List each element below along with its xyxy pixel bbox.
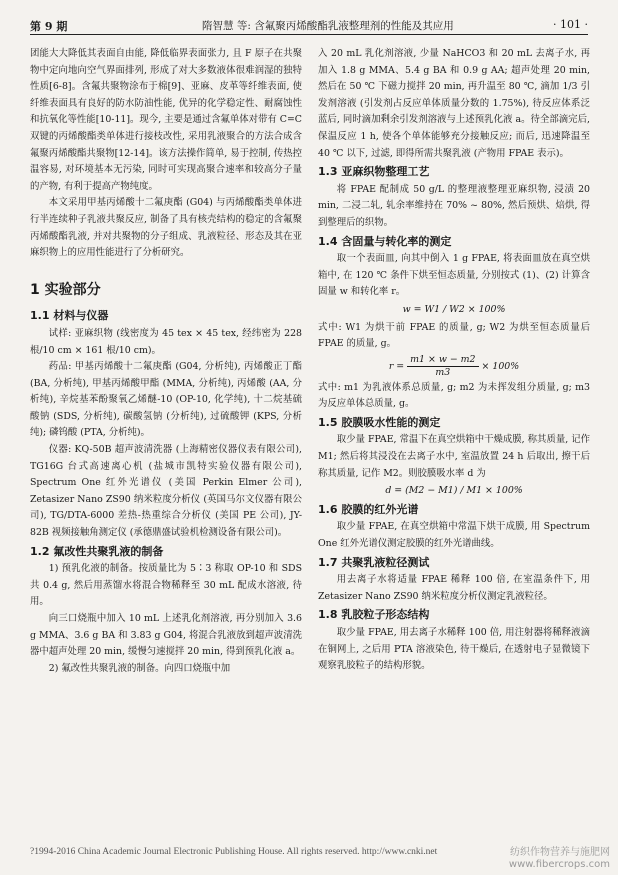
subsection-heading-finishing: 1.3 亚麻织物整理工艺: [318, 165, 430, 179]
morphology-paragraph: 取少量 FPAE, 用去离子水稀释 100 倍, 用注射器将稀释液滴在铜网上, 之后用 PTA 溶液染色, 待干燥后, 在透射电子显微镜下观察乳胶粒子的结构形貌。: [318, 627, 590, 672]
particle-size-paragraph: 用去离子水将适量 FPAE 稀释 100 倍, 在室温条件下, 用 Zetasizer Nano ZS90 纳米粒度分析仪测定乳液粒径。: [318, 574, 590, 602]
pre-emulsion-paragraph: 1) 预乳化液的制备。按质量比为 5∶3 称取 OP-10 和 SDS 共 0.4 g, 然后用蒸馏水将混合物稀释至 30 mL 配成水溶液, 待用。: [30, 563, 302, 608]
equation-2-legend: 式中: m1 为乳液体系总质量, g; m2 为未挥发组分质量, g; m3 为反应单体总质量, g。: [318, 381, 590, 410]
equation-2-lhs: r =: [388, 360, 405, 372]
finishing-paragraph: 将 FPAE 配制成 50 g/L 的整理液整理亚麻织物, 浸渍 20 min, 二浸二轧, 轧余率维持在 70% ~ 80%, 然后预烘、焙烘, 得到整理后的织物。: [318, 183, 590, 228]
equation-1: w = W1 / W2 × 100%: [402, 303, 506, 315]
site-watermark: 纺织作物营养与施肥网 www.fibercrops.com: [508, 847, 610, 870]
instruments-paragraph: 仪器: KQ-50B 超声波清洗器 (上海精密仪器仪表有限公司), TG16G 台式高速离心机 (盐城市凯特实验仪器有限公司), Spectrum One 红外光谱仪 (美国 Perkin Elmer 公司), Zetasizer Nano ZS90 纳米粒度分析仪 (英国马尔文仪器有限公司), TG/DTA-6000 差热-热重综合分析仪 (美国 PE 公司), JY-82B 视频接触角测定仪 (承德鼎盛试验机检测设备有限公司)。: [30, 444, 302, 539]
intro-paragraph: 团能大大降低其表面自由能, 降低临界表面张力, 且 F 原子在共聚物中定向地向空气界面排列, 形成了对大多数液体很难润湿的独特性质[6-8]。含氟共聚物涂布于棉[9]、亚麻、皮革等纤维表面, 使纤维表面具有良好的防水防油性能, 优异的化学稳定性、耐腐蚀性和抗氧化等性能[10-11]。现今, 主要是通过含氟单体对带有 C=C 双键的丙烯酸酯类单体进行接枝改性, 采用乳液聚合的方法合成含氟聚丙烯酸酯共聚物[12-14]。该方法操作简单, 易于控制, 传热控温容易, 对环境基本无污染, 同时可实现高聚合速率和较高分子量的产物, 有利于提高产物纯度。: [30, 48, 302, 192]
issue-number: 第 9 期: [30, 20, 68, 33]
chemicals-paragraph: 药品: 甲基丙烯酸十二氟庚酯 (G04, 分析纯), 丙烯酸正丁酯 (BA, 分析纯), 甲基丙烯酸甲酯 (MMA, 分析纯), 丙烯酸 (AA, 分析纯), 辛烷基苯酚聚氧乙烯醚-10 (OP-10, 化学纯), 十二烷基硫酸钠 (SDS, 分析纯), 碳酸氢钠 (分析纯), 过硫酸钾 (KPS, 分析纯); 磷钨酸 (PTA, 分析纯)。: [30, 361, 302, 439]
copyright-footer: ?1994-2016 China Academic Journal Electronic Publishing House. All rights reserved. http://www.cnki.net: [30, 847, 438, 857]
equation-2-denominator: m3: [435, 366, 451, 378]
aim-paragraph: 本文采用甲基丙烯酸十二氟庚酯 (G04) 与丙烯酸酯类单体进行半连续种子乳液共聚反应, 制备了具有核壳结构的稳定的含氟聚丙烯酸酯乳液, 并对共聚物的分子组成、乳液粒径、形态及其在亚麻织物上的应用性能进行了分析研究。: [30, 197, 302, 259]
equation-2-fraction: [407, 354, 478, 379]
page-header: [30, 16, 588, 36]
equation-1-legend: 式中: W1 为烘干前 FPAE 的质量, g; W2 为烘至恒态质量后 FPAE 的质量, g。: [318, 321, 590, 350]
right-column: [318, 46, 590, 675]
subsection-heading-morphology: 1.8 乳胶粒子形态结构: [318, 608, 430, 622]
copolymer-paragraph-cont: 入 20 mL 乳化剂溶液, 少量 NaHCO3 和 20 mL 去离子水, 再加入 1.8 g MMA、5.4 g BA 和 0.9 g AA; 超声处理 20 min, 然后在 50 ℃ 下磁力搅拌 20 min, 再升温至 80 ℃, 滴加 1/3 引发剂溶液 (引发剂占反应单体质量分数的 1.75%), 待反应体系泛蓝后, 同时滴加剩余引发剂溶液与上述预乳化液 a。待全部滴完后, 保温反应 1 h, 使各个单体能够充分接触反应; 而后, 迅速降温至 40 ℃ 以下, 过滤, 即得所需共聚乳液 (产物用 FPAE 表示)。: [318, 48, 590, 159]
running-title: 隋智慧 等: 含氟聚丙烯酸酯乳液整理剂的性能及其应用: [202, 20, 454, 32]
subsection-heading-materials: 1.1 材料与仪器: [30, 309, 109, 323]
subsection-heading-preparation: 1.2 氟改性共聚乳液的制备: [30, 544, 164, 558]
section-heading-experiment: 1 实验部分: [30, 281, 101, 298]
equation-2-numerator: m1 × w − m2: [407, 354, 478, 367]
page-number: · 101 ·: [553, 18, 588, 31]
water-absorption-paragraph: 取少量 FPAE, 常温下在真空烘箱中干燥成膜, 称其质量, 记作 M1; 然后将其浸没在去离子水中, 室温放置 24 h 后取出, 擦干后称其质量, 记作 M2。则胶膜吸水率 d 为: [318, 434, 590, 479]
equation-2-rhs: × 100%: [481, 360, 520, 372]
ir-paragraph: 取少量 FPAE, 在真空烘箱中常温下烘干成膜, 用 Spectrum One 红外光谱仪测定胶膜的红外光谱曲线。: [318, 521, 590, 550]
header-rule: [30, 34, 588, 35]
mixing-paragraph: 向三口烧瓶中加入 10 mL 上述乳化剂溶液, 再分别加入 3.6 g MMA、3.6 g BA 和 3.83 g G04, 将混合乳液放到超声波清洗器中超声处理 20 min, 缓慢匀速搅拌 20 min, 得到预乳化液 a。: [30, 613, 302, 658]
copolymer-paragraph-start: 2) 氟改性共聚乳液的制备。向四口烧瓶中加: [48, 662, 231, 674]
subsection-heading-ir: 1.6 胶膜的红外光谱: [318, 502, 419, 516]
equation-3: d = (M2 − M1) / M1 × 100%: [385, 485, 523, 497]
equation-2: [318, 354, 590, 379]
solids-paragraph: 取一个表面皿, 向其中倒入 1 g FPAE, 将表面皿放在真空烘箱中, 在 120 ℃ 条件下烘至恒态质量, 分别按式 (1)、(2) 计算含固量 w 和转化率 r。: [318, 253, 590, 298]
left-column: [30, 46, 302, 677]
samples-paragraph: 试样: 亚麻织物 (线密度为 45 tex × 45 tex, 经纬密为 228 根/10 cm × 161 根/10 cm)。: [30, 327, 302, 356]
subsection-heading-solids: 1.4 含固量与转化率的测定: [318, 234, 452, 248]
subsection-heading-water-absorption: 1.5 胶膜吸水性能的测定: [318, 415, 441, 429]
subsection-heading-particle-size: 1.7 共聚乳液粒径测试: [318, 555, 430, 569]
